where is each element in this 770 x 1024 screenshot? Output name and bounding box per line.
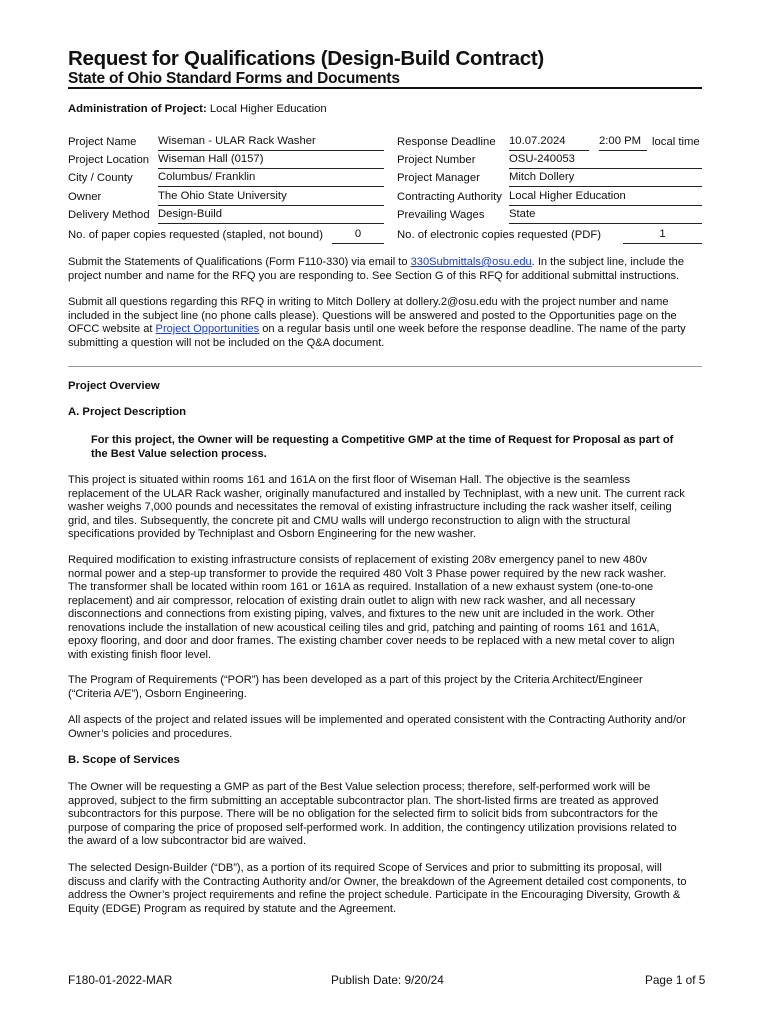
questions-text-pre: OFCC website at	[68, 323, 156, 335]
project-location-field[interactable]: Wiseman Hall (0157)	[158, 153, 384, 169]
text-line: All aspects of the project and related issues will be implemented and operated consistent with the Contracting Authority and/or	[68, 714, 686, 726]
footer-page-number: Page 1 of 5	[645, 973, 706, 987]
questions-line-1: Submit all questions regarding this RFQ in writing to Mitch Dollery at dollery.2@osu.edu with the project number and name	[68, 296, 669, 308]
text-line: This project is situated within rooms 161 and 161A on the first floor of Wiseman Hall. The objective is the seamless	[68, 474, 631, 486]
local-time-label: local time	[652, 136, 700, 148]
text-line: with existing finish floor level.	[68, 648, 212, 661]
project-manager-label: Project Manager	[397, 172, 480, 184]
administration-label: Administration of Project:	[68, 103, 207, 115]
text-line: The transformer shall be located within room 161 or 161A as required. Installation of a new exhaust system (one-to-one	[68, 581, 654, 593]
delivery-method-field[interactable]: Design-Build	[158, 208, 384, 224]
response-deadline-label: Response Deadline	[397, 136, 496, 148]
page-title: Request for Qualifications (Design-Build Contract)	[68, 47, 544, 70]
delivery-method-label: Delivery Method	[68, 209, 150, 221]
text-line: approved, subject to the firm submitting an acceptable subcontractor plan. The short-listed firms are treated as approved	[68, 794, 659, 807]
submit-line-1	[68, 256, 708, 270]
electronic-copies-field[interactable]: 1	[623, 228, 702, 244]
project-location-label: Project Location	[68, 154, 150, 166]
city-county-field[interactable]: Columbus/ Franklin	[158, 171, 384, 187]
submit-text-post: . In the subject line, include the	[531, 256, 684, 268]
project-manager-field[interactable]: Mitch Dollery	[509, 171, 702, 187]
response-deadline-date-field[interactable]: 10.07.2024	[509, 135, 589, 151]
project-name-field[interactable]: Wiseman - ULAR Rack Washer	[158, 135, 384, 151]
section-a-heading: A. Project Description	[68, 406, 187, 418]
response-deadline-time-field[interactable]: 2:00 PM	[599, 135, 647, 151]
text-line: address the Owner’s project requirements and refine the project schedule. Participate in the Encouraging Diversity, Growth &	[68, 889, 681, 901]
submit-line-2: project number and name for the RFQ you are responding to. See Section G of this RFQ for additional submittal instructions.	[68, 269, 680, 282]
text-line: Owner’s policies and procedures.	[68, 727, 233, 740]
text-line: epoxy flooring, and door and door frames. The existing chamber cover needs to be replaced with a new metal cover to align	[68, 635, 675, 647]
questions-line-2: included in the subject line (no phone calls please). Questions will be answered and posted to the Opportunities page on the	[68, 309, 677, 322]
page-subtitle: State of Ohio Standard Forms and Documents	[68, 70, 400, 87]
project-overview-heading: Project Overview	[68, 380, 160, 392]
questions-line-3	[68, 323, 708, 337]
text-line: The Owner will be requesting a GMP as part of the Best Value selection process; therefore, self-performed work will be	[68, 781, 651, 793]
description-paragraph-1	[68, 474, 708, 542]
project-opportunities-link[interactable]: Project Opportunities	[155, 323, 260, 335]
submittal-email-link[interactable]: 330Submittals@osu.edu	[410, 256, 532, 268]
text-line: grid, and tiles. Subsequently, the concrete pit and CMU walls will undergo reconstruction to align with the structural	[68, 514, 631, 527]
text-line: disconnections and connections from existing piping, valves, and fixtures to the new unit are included in the work. Other	[68, 608, 655, 620]
paper-copies-field[interactable]: 0	[332, 228, 384, 244]
text-line: subcontractors for this purpose. There will be no obligation for the selected firm to solicit bids from subcontractors for the	[68, 808, 658, 820]
section-b-heading: B. Scope of Services	[68, 754, 180, 766]
administration-value: Local Higher Education	[209, 103, 327, 115]
text-line: purpose of comparing the price of proposed self-performed work. In addition, the contingency utilization provisions related to	[68, 821, 677, 834]
text-line: replacement of the ULAR Rack washer, originally manufactured and installed by Techniplast, with a new unit. The current rack	[68, 487, 685, 500]
submit-text-pre: Submit the Statements of Qualifications (Form F110-330) via email to	[68, 256, 411, 268]
submit-instructions	[68, 256, 708, 283]
scope-paragraph-1	[68, 781, 708, 849]
questions-line-4: submitting a question will not be included on the Q&A document.	[68, 336, 385, 349]
owner-field[interactable]: The Ohio State University	[158, 190, 384, 206]
text-line: replacement) and air compressor, relocation of existing drain outlet to align with new rack washer, and all necessary	[68, 594, 636, 607]
gmp-statement	[91, 434, 703, 461]
description-paragraph-4	[68, 714, 708, 741]
city-county-label: City / County	[68, 172, 133, 184]
text-line: discuss and clarify with the Contracting Authority and/or Owner, the breakdown of the Agreement detailed cost components, to	[68, 875, 687, 888]
project-number-label: Project Number	[397, 154, 476, 166]
prevailing-wages-field[interactable]: State	[509, 208, 702, 224]
project-number-field[interactable]: OSU-240053	[509, 153, 702, 169]
text-line: (“Criteria A/E”), Osborn Engineering.	[68, 687, 247, 700]
questions-paragraph	[68, 296, 708, 350]
text-line: The selected Design-Builder (“DB”), as a portion of its required Scope of Services and prior to submitting its proposal, will	[68, 862, 662, 874]
prevailing-wages-label: Prevailing Wages	[397, 209, 485, 221]
questions-text-post: on a regular basis until one week before the response deadline. The name of the party	[259, 323, 686, 335]
text-line: washer weighs 7,000 pounds and necessitates the removal of existing infrastructure including the rack washer itself, ceiling	[68, 501, 672, 513]
section-divider	[68, 366, 702, 367]
scope-paragraph-2	[68, 862, 708, 916]
project-name-label: Project Name	[68, 136, 137, 148]
text-line: Required modification to existing infrastructure consists of replacement of existing 208v emergency panel to new 480v	[68, 554, 648, 566]
text-line: The Program of Requirements (“POR”) has been developed as a part of this project by the Criteria Architect/Engineer	[68, 674, 643, 686]
description-paragraph-3	[68, 674, 708, 701]
title-divider	[68, 87, 702, 89]
owner-label: Owner	[68, 191, 102, 203]
text-line: the award of a low subcontractor bid are waived.	[68, 835, 307, 847]
gmp-line-1: For this project, the Owner will be requesting a Competitive GMP at the time of Request for Proposal as part of	[91, 434, 674, 446]
text-line: Equity (EDGE) Program as required by statute and the Agreement.	[68, 902, 397, 915]
administration-line	[68, 103, 327, 117]
contracting-authority-field[interactable]: Local Higher Education	[509, 190, 702, 206]
text-line: renovations include the installation of new acoustical ceiling tiles and grid, patching and painting of rooms 161 and 161A,	[68, 621, 660, 634]
footer-form-id: F180-01-2022-MAR	[68, 973, 173, 987]
gmp-line-2: the Best Value selection process.	[91, 447, 267, 460]
contracting-authority-label: Contracting Authority	[397, 191, 502, 203]
electronic-copies-label: No. of electronic copies requested (PDF)	[397, 229, 602, 241]
description-paragraph-2	[68, 554, 708, 662]
footer-publish-date: Publish Date: 9/20/24	[331, 973, 444, 987]
text-line: specifications provided by Techniplast and Osborn Engineering for the new washer.	[68, 528, 477, 540]
text-line: normal power and a step-up transformer to provide the required 480 Volt 3 Phase power required by the new rack washer.	[68, 567, 667, 580]
paper-copies-label: No. of paper copies requested (stapled, not bound)	[68, 229, 323, 241]
